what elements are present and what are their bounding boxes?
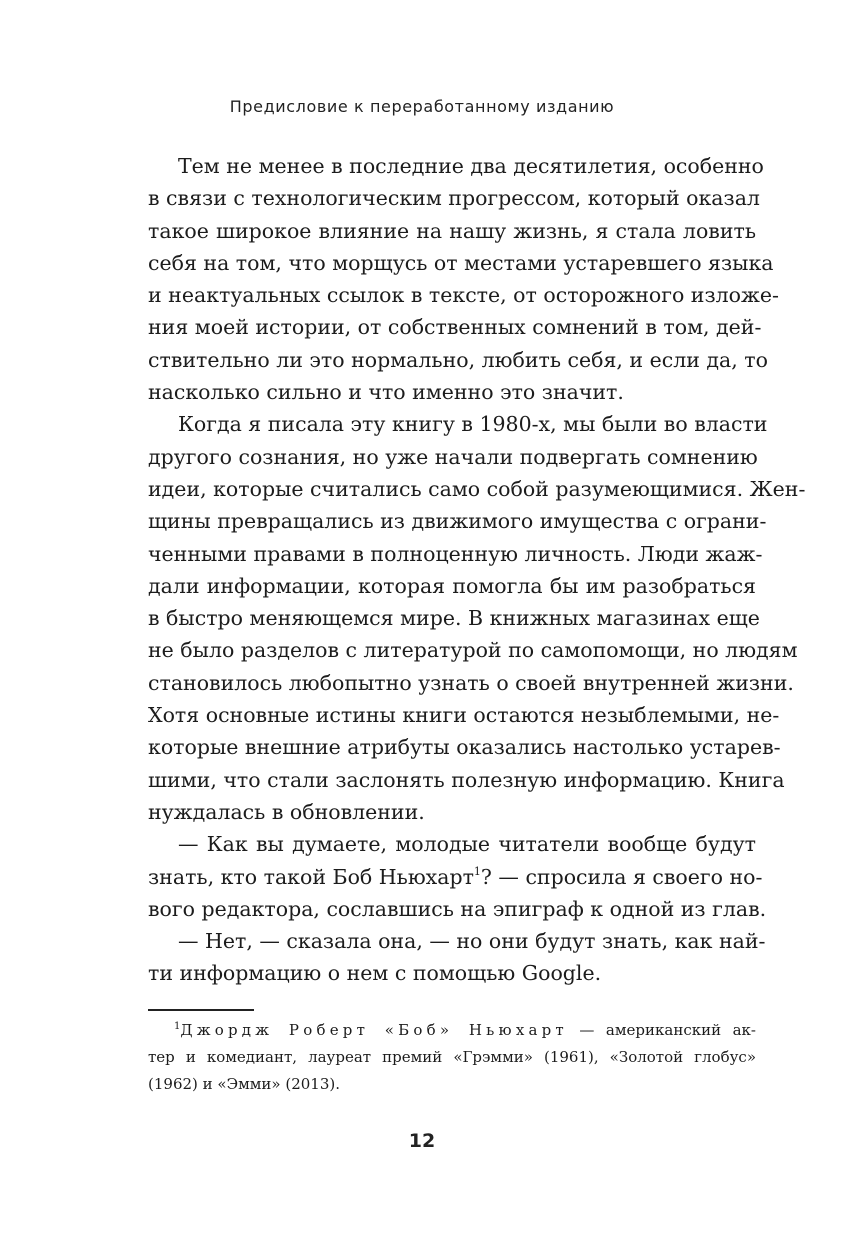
footnote-line: тер и комедиант, лауреат премий «Грэмми» (1961), «Золотой глобус» — [148, 1048, 756, 1066]
text-line: идеи, которые считались само собой разумеющимися. Жен- — [148, 476, 806, 501]
main-text — [148, 150, 806, 990]
text-line: — Нет, — сказала она, — но они будут знать, как най- — [178, 929, 766, 954]
text-line: ния моей истории, от собственных сомнений в том, дей- — [148, 315, 762, 340]
footnote — [148, 1017, 756, 1098]
text-fragment: — американский ак- — [567, 1021, 756, 1039]
footnote-person-name: Джордж Роберт «Боб» Ньюхарт — [180, 1021, 568, 1039]
text-line: дали информации, которая помогла бы им разобраться — [148, 573, 756, 598]
text-line: ствительно ли это нормально, любить себя, и если да, то — [148, 347, 768, 372]
footnote-mark: 1 — [174, 1021, 181, 1032]
text-fragment: знать, кто такой Боб Ньюхарт — [148, 864, 474, 889]
text-line: насколько сильно и что именно это значит. — [148, 380, 624, 405]
text-line: такое широкое влияние на нашу жизнь, я стала ловить — [148, 218, 756, 243]
text-line: в быстро меняющемся мире. В книжных магазинах еще — [148, 606, 760, 631]
text-line: ти информацию о нем с помощью Google. — [148, 961, 602, 986]
text-line: ченными правами в полноценную личность. Люди жаж- — [148, 541, 763, 566]
footnote-reference[interactable]: 1 — [473, 864, 481, 878]
text-line: в связи с технологическим прогрессом, который оказал — [148, 186, 760, 211]
text-line: Тем не менее в последние два десятилетия, особенно — [178, 154, 764, 178]
footnote-divider — [148, 1009, 254, 1011]
text-line: щины превращались из движимого имущества с ограни- — [148, 509, 767, 534]
text-line: нуждалась в обновлении. — [148, 799, 425, 824]
page-number: 12 — [408, 1130, 436, 1152]
text-line: себя на том, что морщусь от местами устаревшего языка — [148, 250, 774, 275]
footnote-line — [148, 1017, 756, 1044]
text-line: Когда я писала эту книгу в 1980-х, мы были во власти — [178, 412, 768, 437]
text-line: — Как вы думаете, молодые читатели вообще будут — [178, 832, 756, 857]
text-line — [148, 861, 763, 893]
running-header: Предисловие к переработанному изданию — [229, 97, 615, 116]
text-line: Хотя основные истины книги остаются незыблемыми, не- — [148, 703, 780, 728]
text-line: которые внешние атрибуты оказались настолько устарев- — [148, 735, 781, 760]
text-line: вого редактора, сославшись на эпиграф к одной из глав. — [148, 896, 767, 921]
text-line: и неактуальных ссылок в тексте, от осторожного изложе- — [148, 283, 779, 308]
footnote-line: (1962) и «Эмми» (2013). — [148, 1075, 340, 1093]
text-fragment: ? — спросила я своего но- — [480, 864, 763, 889]
text-line: становилось любопытно узнать о своей внутренней жизни. — [148, 670, 794, 695]
text-line: шими, что стали заслонять полезную информацию. Книга — [148, 767, 785, 792]
text-line: другого сознания, но уже начали подвергать сомнению — [148, 444, 758, 469]
text-line: не было разделов с литературой по самопомощи, но людям — [148, 638, 798, 663]
